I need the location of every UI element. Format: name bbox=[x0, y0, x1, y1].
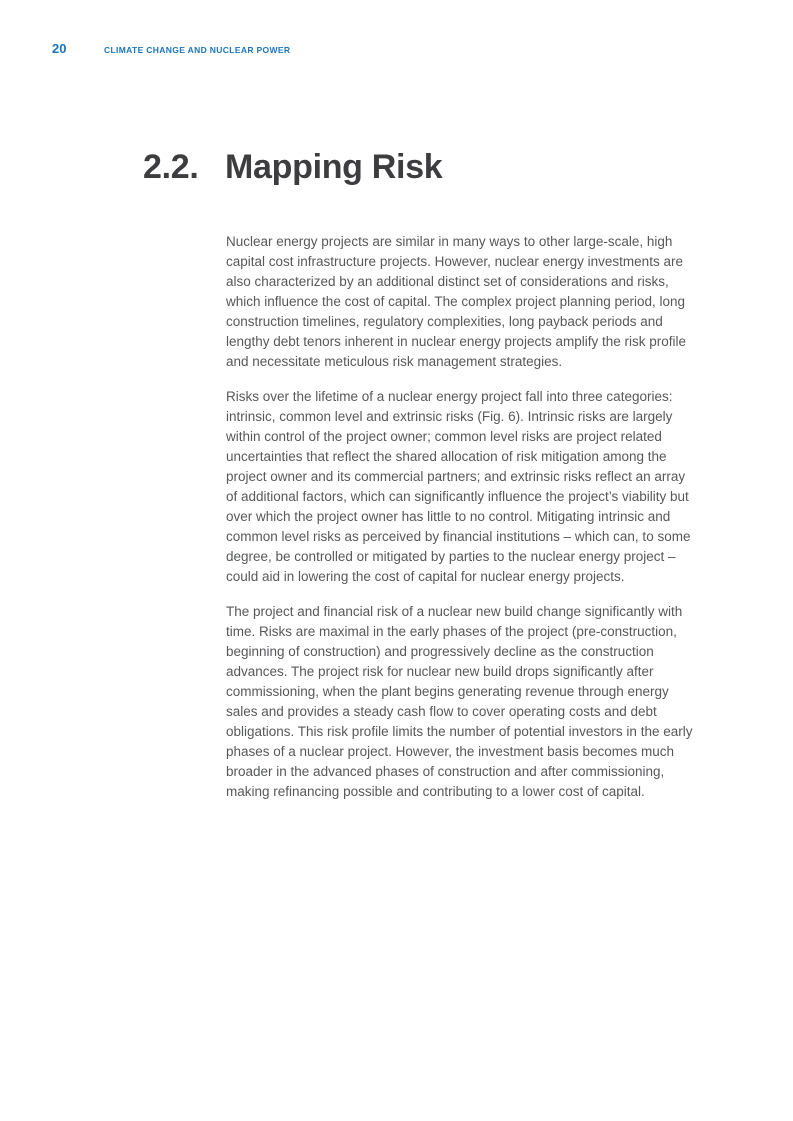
body-text-column bbox=[226, 232, 694, 817]
page-header bbox=[52, 41, 290, 56]
running-title: CLIMATE CHANGE AND NUCLEAR POWER bbox=[104, 45, 291, 55]
paragraph-2: Risks over the lifetime of a nuclear energy project fall into three categories: intrinsic, common level and extrinsic risks (Fig. 6). Intrinsic risks are largely within control of the project owner; common level risks are project related uncertainties that reflect the shared allocation of risk mitigation among the project owner and its commercial partners; and extrinsic risks reflect an array of additional factors, which can significantly influence the project’s viability but over which the project owner has little to no control. Mitigating intrinsic and common level risks as perceived by financial institutions – which can, to some degree, be controlled or mitigated by parties to the nuclear energy project – could aid in lowering the cost of capital for nuclear energy projects. bbox=[226, 389, 691, 584]
section-heading bbox=[143, 148, 442, 187]
page-number: 20 bbox=[52, 41, 67, 56]
paragraph-3: The project and financial risk of a nuclear new build change significantly with time. Risks are maximal in the early phases of the project (pre-construction, beginning of construction) and progressively decline as the construction advances. The project risk for nuclear new build drops significantly after commissioning, when the plant begins generating revenue through energy sales and provides a steady cash flow to cover operating costs and debt obligations. This risk profile limits the number of potential investors in the early phases of a nuclear project. However, the investment basis becomes much broader in the advanced phases of construction and after commissioning, making refinancing possible and contributing to a lower cost of capital. bbox=[226, 604, 693, 799]
paragraph-1: Nuclear energy projects are similar in many ways to other large-scale, high capital cost infrastructure projects. However, nuclear energy investments are also characterized by an additional distinct set of considerations and risks, which influence the cost of capital. The complex project planning period, long construction timelines, regulatory complexities, long payback periods and lengthy debt tenors inherent in nuclear energy projects amplify the risk profile and necessitate meticulous risk management strategies. bbox=[226, 234, 686, 369]
section-number: 2.2. bbox=[143, 148, 199, 186]
section-title: Mapping Risk bbox=[225, 148, 443, 186]
